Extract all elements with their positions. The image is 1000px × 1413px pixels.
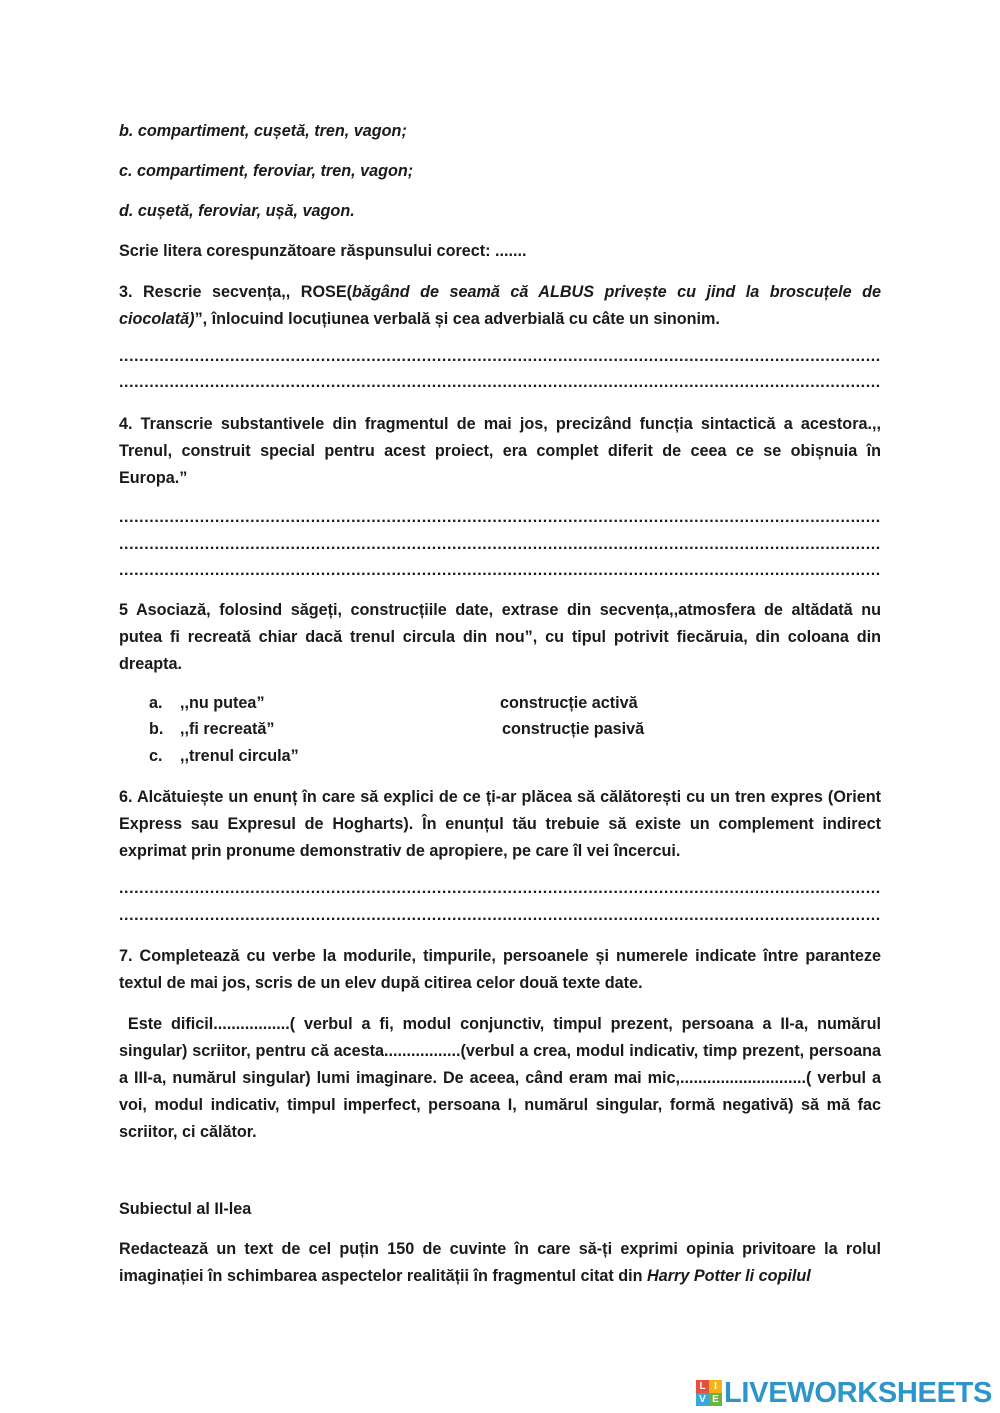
option-c: c. compartiment, feroviar, tren, vagon; (119, 162, 414, 180)
q5-left-item: b. ,,fi recreată” (149, 720, 275, 738)
question-7: 7. Completează cu verbe la modurile, timpurile, persoanele și numerele indicate între paranteze textul de mai jos, scris de un elev după citirea celor două texte date. (119, 947, 881, 992)
q5-right-item: construcție activă (500, 694, 638, 712)
question-3 (119, 279, 881, 333)
answer-line[interactable] (119, 511, 881, 525)
answer-line[interactable] (119, 909, 881, 923)
subject-2-heading: Subiectul al II-lea (119, 1200, 252, 1218)
question-6: 6. Alcătuiește un enunț în care să explici de ce ți-ar plăcea să călătorești cu un tren expres (Orient Express sau Expresul de Hogharts). În enunțul tău trebuie să existe un complement indirect exprimat prin pronume demonstrativ de apropiere, pe care îl vei încercui. (119, 788, 881, 860)
liveworksheets-wordmark: LIVEWORKSHEETS (724, 1377, 993, 1409)
q5-left-item: a. ,,nu putea” (149, 694, 265, 712)
q2-instruction: Scrie litera corespunzătoare răspunsului corect: ....... (119, 242, 527, 260)
q3-suffix: ”, înlocuind locuțiunea verbală și cea adverbială cu câte un sinonim. (194, 310, 720, 328)
q3-prefix: 3. Rescrie secvența,, ROSE( (119, 283, 353, 301)
option-d: d. cușetă, feroviar, ușă, vagon. (119, 202, 355, 220)
question-5: 5 Asociază, folosind săgeți, construcțiile date, extrase din secvența,,atmosfera de altădată nu putea fi recreată chiar dacă trenul circula din nou”, cu tipul potrivit fiecăruia, din coloana din dreapta. (119, 601, 881, 673)
answer-line[interactable] (119, 882, 881, 896)
option-b: b. compartiment, cușetă, tren, vagon; (119, 122, 407, 140)
q5-right-item: construcție pasivă (502, 720, 645, 738)
q7-text: Este dificil.................( verbul a fi, modul conjunctiv, timpul prezent, persoana a II-a, numărul singular) scriitor, pentru că acesta.................(verbul a crea, modul indicativ, timp prezent, persoana a III-a, numărul singular) lumi imaginare. De aceea, când eram mai mic,............................( verbul a voi, modul indicativ, timpul imperfect, persoana I, numărul singular, formă negativă) să mă fac scriitor, ci călător. (119, 1015, 881, 1141)
answer-line[interactable] (119, 376, 881, 390)
liveworksheets-logo-icon: L I V E (696, 1380, 722, 1406)
q3-italic: băgând de seamă că ALBUS privește cu jind la broscuțele de ciocolată) (119, 283, 881, 328)
answer-line[interactable] (119, 538, 881, 552)
q5-left-item: c. ,,trenul circula” (149, 747, 299, 765)
answer-line[interactable] (119, 350, 881, 364)
question-4: 4. Transcrie substantivele din fragmentul de mai jos, precizând funcția sintactică a acestora.,, Trenul, construit special pentru acest proiect, era complet diferit de ceea ce se obișnuia în Europa.” (119, 415, 881, 487)
subject-2-text: Redactează un text de cel puțin 150 de cuvinte în care să-ți exprimi opinia privitoare la rolul imaginației în schimbarea aspectelor realității în fragmentul citat din Harry Potter li copilul (119, 1240, 881, 1285)
answer-line[interactable] (119, 564, 881, 578)
liveworksheets-watermark (696, 1377, 992, 1409)
